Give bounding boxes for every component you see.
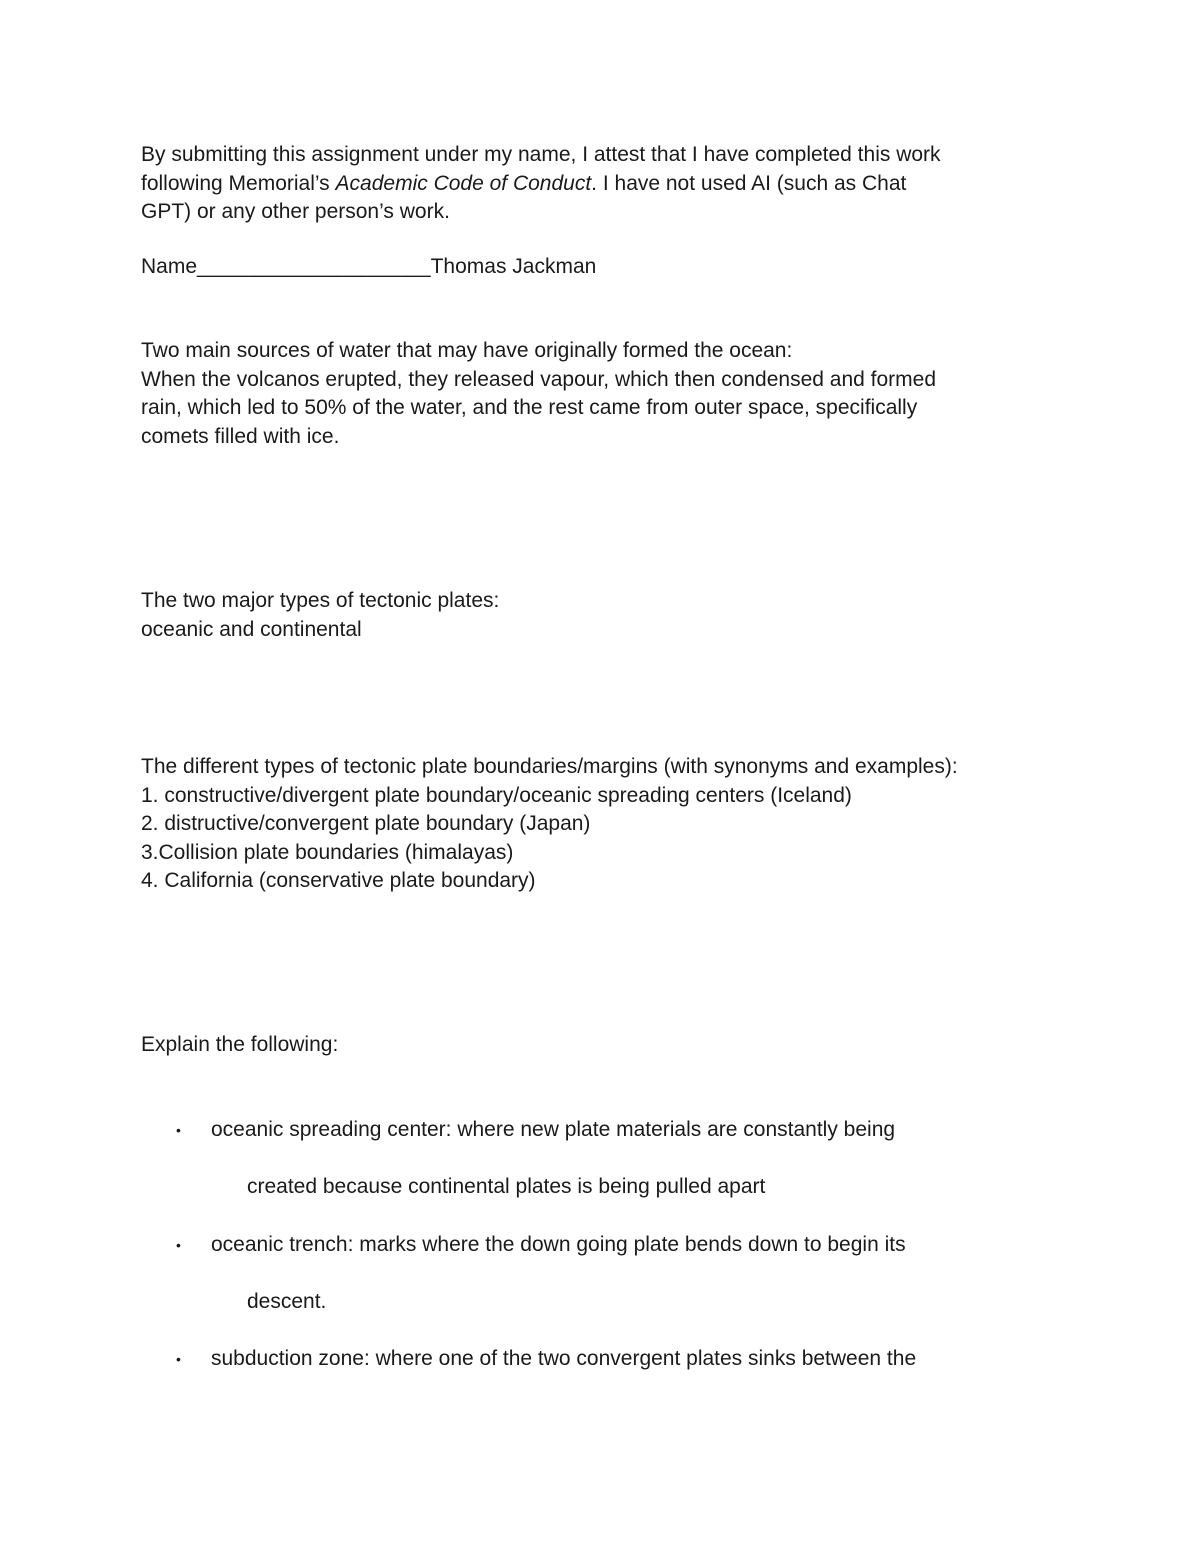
answer-line: rain, which led to 50% of the water, and the rest came from outer space, specifically [141,396,918,419]
list-item: 2. distructive/convergent plate boundary (Japan) [141,812,591,835]
bullet-icon: • [176,1351,181,1367]
bullet-icon: • [176,1122,181,1138]
name-label: Name____________________ [141,255,431,278]
list-item: 1. constructive/divergent plate boundary/oceanic spreading centers (Iceland) [141,783,852,807]
code-of-conduct-title: Academic Code of Conduct [335,171,592,195]
answer-line: When the volcanos erupted, they released vapour, which then condensed and formed [141,367,937,391]
bullet-item-continuation: created because continental plates is being pulled apart [247,1175,766,1198]
question-heading: Two main sources of water that may have originally formed the ocean: [141,339,793,362]
answer-line: comets filled with ice. [141,424,340,448]
attestation-line-2 [141,170,1081,199]
answer-line: oceanic and continental [141,617,362,641]
list-item: 3.Collision plate boundaries (himalayas) [141,840,514,864]
name-line-text [141,253,1081,282]
attestation-text: following Memorial’s [141,171,336,195]
student-name: Thomas Jackman [430,255,597,278]
bullet-item-text: oceanic spreading center: where new plate materials are constantly being [211,1118,896,1141]
question-heading: Explain the following: [141,1033,339,1056]
water-sources-question [141,337,1081,451]
bullet-icon: • [176,1237,181,1253]
plate-types-question [141,587,1081,644]
list-item: 4. California (conservative plate boundary) [141,869,536,892]
bullet-item-text: oceanic trench: marks where the down going plate bends down to begin its [211,1233,906,1256]
explain-heading-block [141,1031,1081,1060]
question-heading: The two major types of tectonic plates: [141,589,500,612]
attestation-line-1: By submitting this assignment under my name, I attest that I have completed this work [141,143,941,166]
attestation-text: . I have not used AI (such as Chat [591,171,907,195]
bullet-item-text: subduction zone: where one of the two convergent plates sinks between the [211,1347,917,1370]
attestation-line-3: GPT) or any other person’s work. [141,200,450,223]
name-line [141,253,1081,282]
attestation-paragraph [141,141,1081,227]
plate-boundaries-question [141,753,1081,896]
bullet-item-continuation: descent. [247,1290,327,1313]
question-heading: The different types of tectonic plate boundaries/margins (with synonyms and examples): [141,755,958,778]
